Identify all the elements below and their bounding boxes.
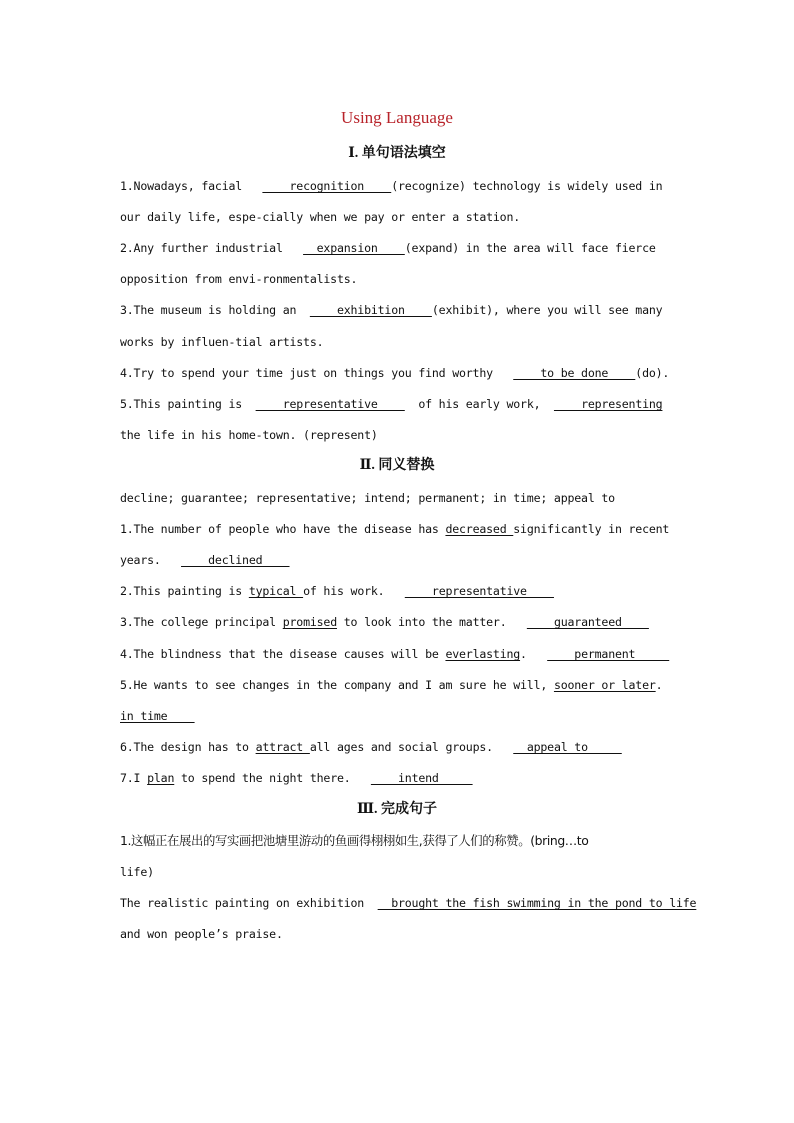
p2-q4-answer: permanent [547, 647, 670, 661]
p1-q2-post: (expand) in the area will face fierce [404, 241, 656, 255]
p1-q4-post: (do). [635, 366, 670, 380]
p2-q5-line2 [120, 708, 676, 724]
p1-q3-post: (exhibit), where you will see many [431, 303, 663, 317]
p2-q6-answer: appeal to [513, 740, 622, 754]
p2-q2-post: of his work. [303, 584, 385, 598]
p2-q7-keyword: plan [147, 771, 175, 785]
p1-q3-line2: works by influen-tial artists. [120, 335, 324, 349]
p2-q5-answer: in time [120, 709, 195, 723]
p1-q4-line1 [120, 365, 676, 381]
p2-q7-answer: intend [370, 771, 473, 785]
p2-q3-line [120, 614, 676, 630]
p2-q5-post: . [655, 678, 663, 692]
p2-q2-line [120, 583, 676, 599]
p3-q1-english-line2: and won people’s praise. [120, 927, 283, 941]
p1-q1-line2: our daily life, espe-cially when we pay or enter a station. [120, 210, 521, 224]
p2-q7-post: to spend the night there. [181, 771, 351, 785]
p1-q5-pre: 5.This painting is [120, 397, 243, 411]
p2-wordbank: decline; guarantee; representative; intend; permanent; in time; appeal to [120, 491, 615, 505]
p1-q3-answer: exhibition [309, 303, 432, 317]
p2-q5-pre: 5.He wants to see changes in the company and I am sure he will, [120, 678, 548, 692]
p1-q5-line2: the life in his home-town. (represent) [120, 428, 378, 442]
p3-q1-english-line1 [120, 895, 697, 911]
p2-q1-keyword: decreased [445, 522, 514, 536]
p3-q1-chinese-line1: 1.这幅正在展出的写实画把池塘里游动的鱼画得栩栩如生,获得了人们的称赞。(bring…to [120, 833, 589, 848]
p2-q6-post: all ages and social groups. [309, 740, 493, 754]
p1-q2-line2: opposition from envi-ronmentalists. [120, 272, 358, 286]
section-heading-1: Ⅰ. 单句语法填空 [348, 146, 446, 161]
page-title: Using Language [341, 108, 453, 127]
p2-q1-line2 [120, 552, 676, 568]
p1-q3-pre: 3.The museum is holding an [120, 303, 297, 317]
p1-q1-answer: recognition [262, 179, 392, 193]
p2-q2-keyword: typical [248, 584, 304, 598]
p1-q5-line1 [120, 396, 676, 412]
p1-q1-post: (recognize) technology is widely used in [391, 179, 663, 193]
p1-q4-answer: to be done [513, 366, 636, 380]
p2-q5-line1 [120, 677, 676, 693]
p1-q2-answer: expansion [303, 241, 405, 255]
p3-q1-chinese-line2: life) [120, 865, 154, 879]
p1-q3-line1 [120, 302, 676, 318]
p2-q3-pre: 3.The college principal [120, 615, 276, 629]
p1-q2-pre: 2.Any further industrial [120, 241, 283, 255]
section-heading-3: Ⅲ. 完成句子 [356, 802, 438, 817]
p1-q5-mid: of his early work, [418, 397, 541, 411]
p2-q2-answer: representative [404, 584, 554, 598]
p2-q6-keyword: attract [255, 740, 310, 754]
p2-q1-line1 [120, 521, 676, 537]
p3-q1-english-pre: The realistic painting on exhibition [120, 896, 365, 910]
p2-q7-line [120, 770, 676, 786]
p2-q3-post: to look into the matter. [343, 615, 507, 629]
p2-q6-pre: 6.The design has to [120, 740, 249, 754]
p1-q4-pre: 4.Try to spend your time just on things you find worthy [120, 366, 493, 380]
p3-q1-answer: brought the fish swimming in the pond to life [377, 896, 697, 910]
p2-q6-line [120, 739, 676, 755]
p2-q4-post: . [520, 647, 527, 661]
p2-q1-pre: 1.The number of people who have the disease has [120, 522, 439, 536]
p1-q2-line1 [120, 240, 676, 256]
p2-q1-line2-text: years. [120, 553, 161, 567]
p2-q4-line [120, 646, 676, 662]
p2-q7-pre: 7.I [120, 771, 141, 785]
p1-q1-line1 [120, 178, 676, 194]
p2-q5-keyword: sooner or later [553, 678, 656, 692]
p1-q1-pre: 1.Nowadays, facial [120, 179, 243, 193]
p2-q1-post: significantly in recent [513, 522, 670, 536]
section-heading-2: Ⅱ. 同义替换 [359, 458, 435, 473]
p2-q4-pre: 4.The blindness that the disease causes will be [120, 647, 439, 661]
p1-q5-answer-2: representing [553, 397, 663, 411]
p1-q5-answer-1: representative [255, 397, 405, 411]
p2-q2-pre: 2.This painting is [120, 584, 243, 598]
p2-q3-answer: guaranteed [526, 615, 649, 629]
p2-q3-keyword: promised [282, 615, 337, 629]
p2-q1-answer: declined [181, 553, 290, 567]
p2-q4-keyword: everlasting [445, 647, 521, 661]
